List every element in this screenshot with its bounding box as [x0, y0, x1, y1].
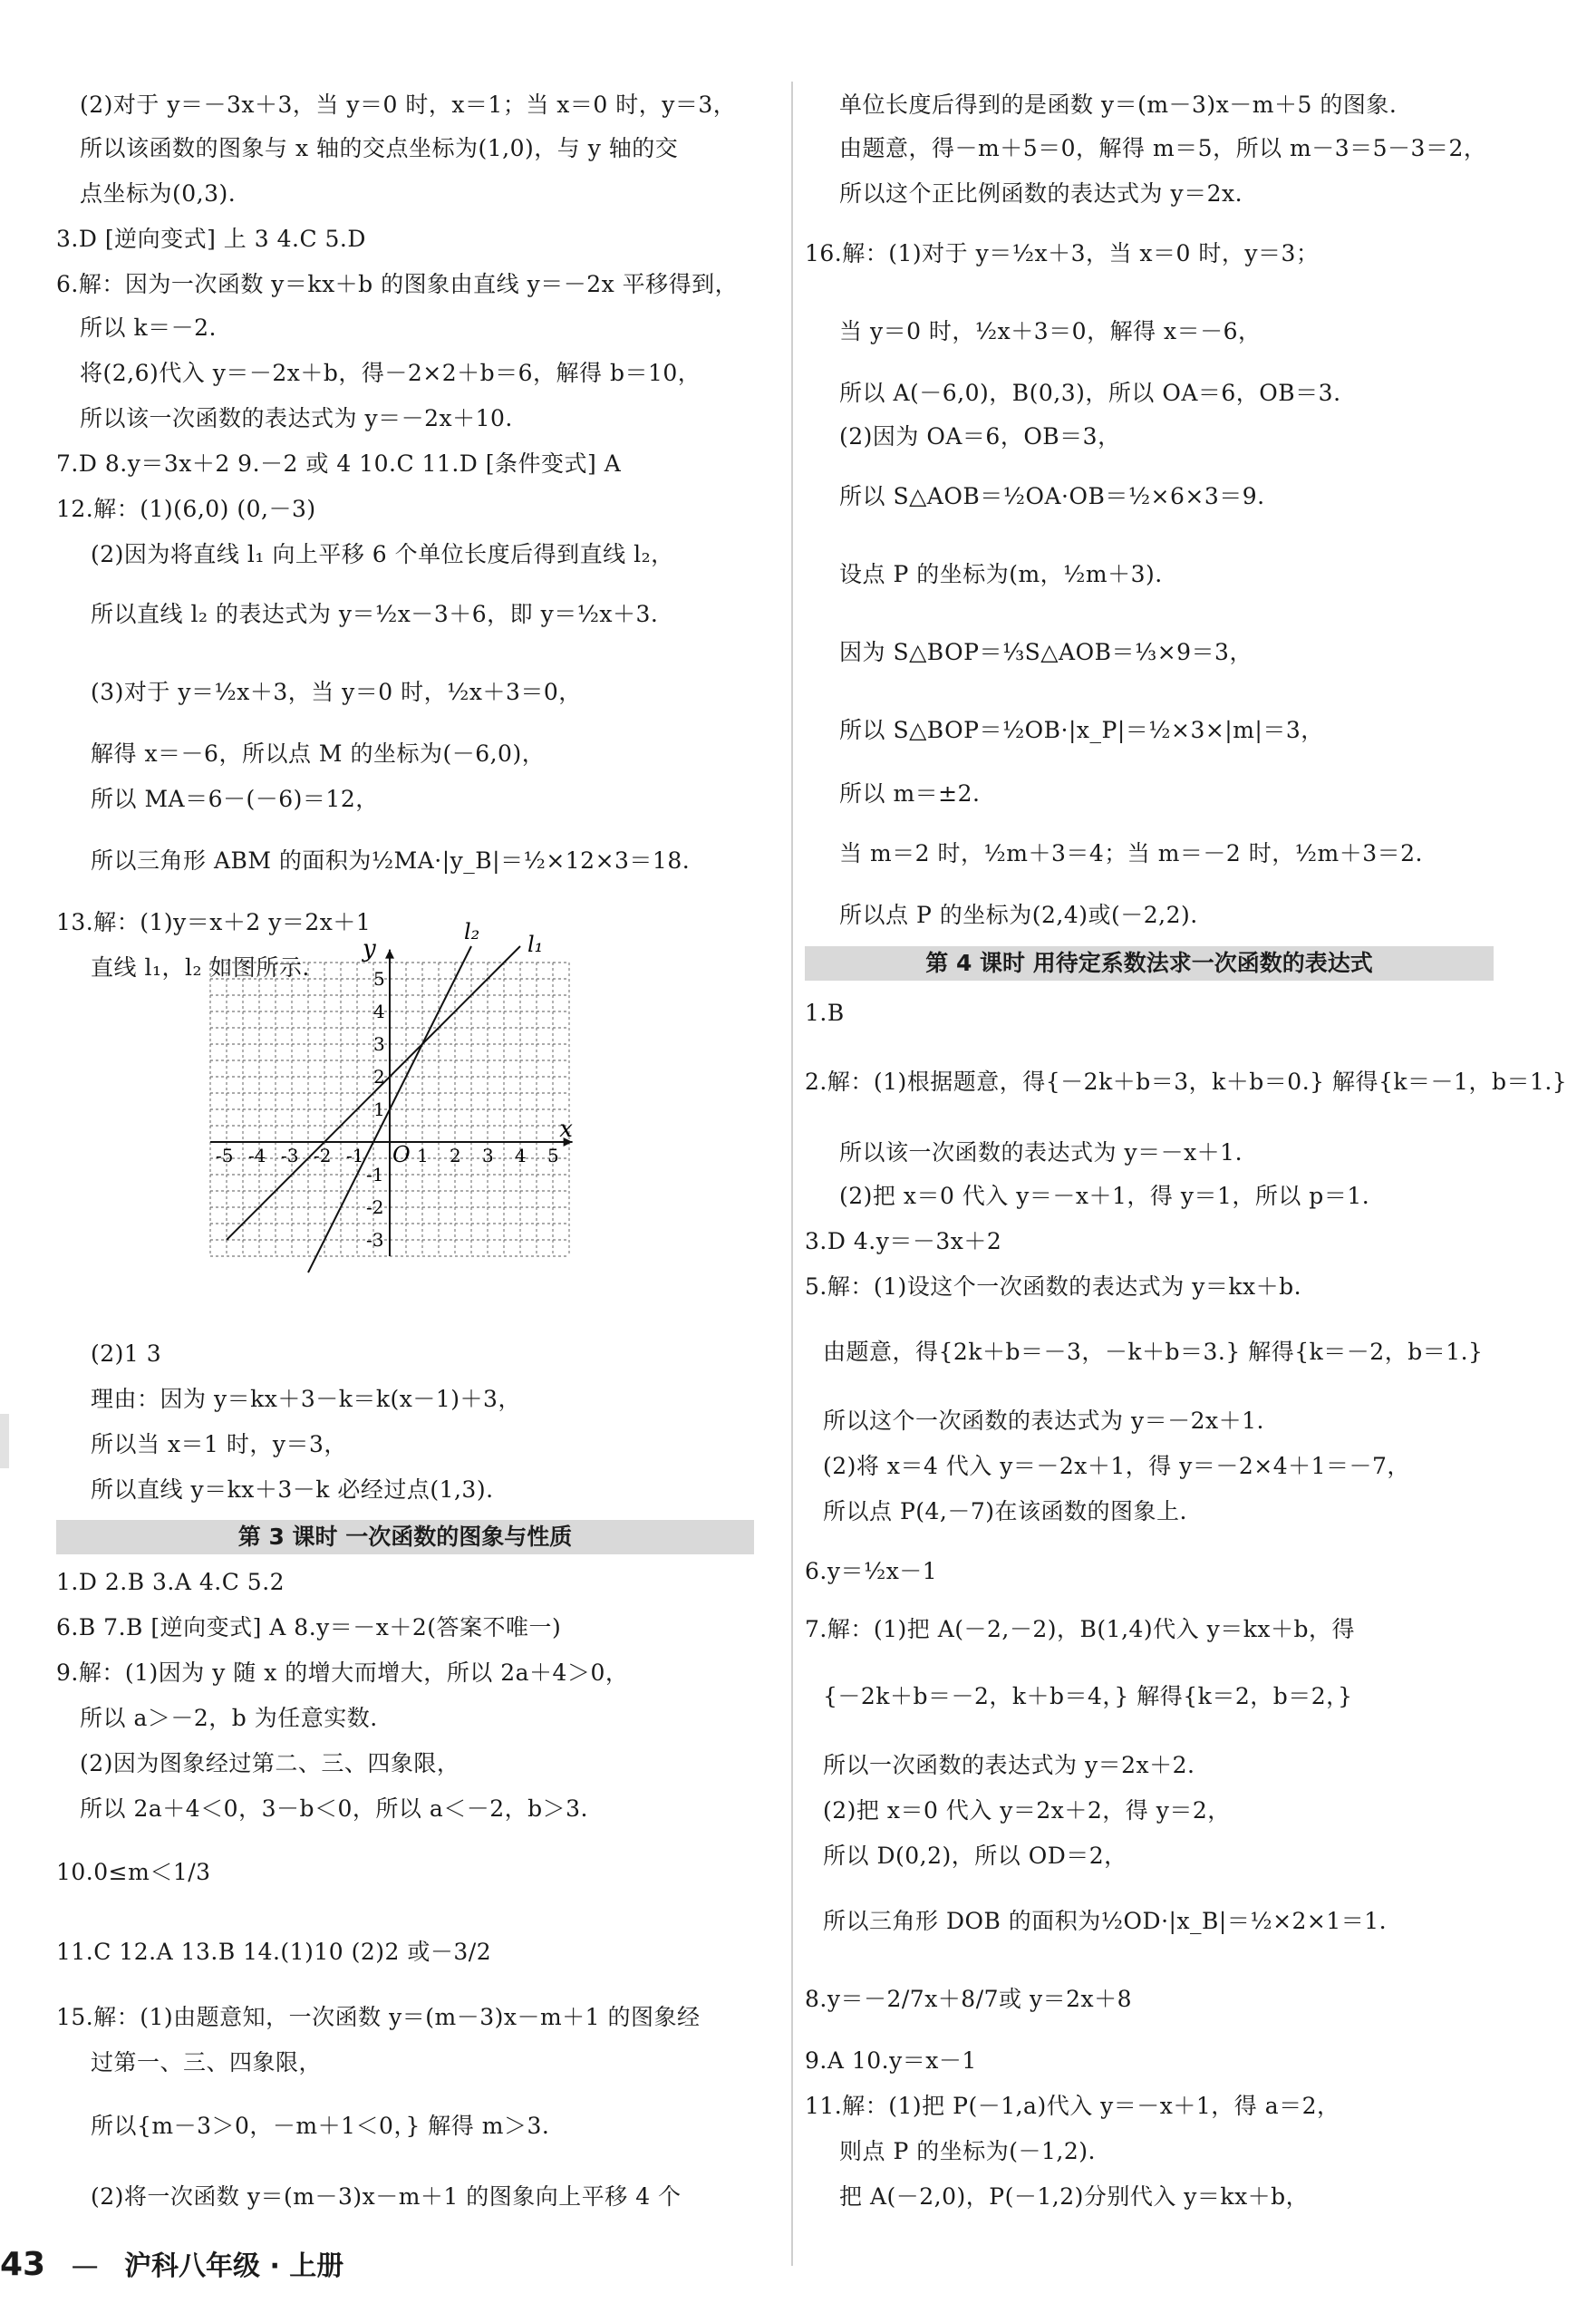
text-line: (2)将一次函数 y＝(m－3)x－m＋1 的图象向上平移 4 个	[91, 2183, 682, 2210]
text-line: 10.0≤m＜1/3	[56, 1859, 211, 1885]
text-line: (2)将 x＝4 代入 y＝－2x＋1，得 y＝－2×4＋1＝－7，	[823, 1453, 1410, 1479]
x-tick-label: -4	[248, 1145, 266, 1166]
text-line: 直线 l₁，l₂ 如图所示.	[91, 954, 310, 981]
text-line: 由题意，得－m＋5＝0，解得 m＝5，所以 m－3＝5－3＝2，	[839, 135, 1487, 161]
text-line: 所以这个正比例函数的表达式为 y＝2x.	[839, 180, 1243, 207]
text-line: (2)因为将直线 l₁ 向上平移 6 个单位长度后得到直线 l₂，	[91, 541, 674, 567]
text-line: (2)因为图象经过第二、三、四象限，	[80, 1750, 460, 1776]
text-line: 1.D 2.B 3.A 4.C 5.2	[56, 1569, 285, 1595]
text-line: 6.y＝½x－1	[805, 1558, 938, 1584]
y-tick-label: 2	[373, 1066, 385, 1088]
x-tick-label: -5	[216, 1145, 234, 1166]
text-line: 当 y＝0 时，½x＋3＝0，解得 x＝－6，	[839, 318, 1262, 344]
text-line: 单位长度后得到的是函数 y＝(m－3)x－m＋5 的图象.	[839, 92, 1398, 118]
x-tick-label: 1	[417, 1145, 429, 1166]
text-line: (2)把 x＝0 代入 y＝2x＋2，得 y＝2，	[823, 1797, 1231, 1824]
y-axis-label: y	[363, 934, 376, 963]
text-line: (2)1 3	[91, 1340, 162, 1367]
text-line: 所以{m－3＞0，－m＋1＜0，} 解得 m＞3.	[91, 2113, 550, 2139]
text-line: 所以三角形 ABM 的面积为½MA·|y_B|＝½×12×3＝18.	[91, 847, 691, 874]
text-line: 所以 a＞－2，b 为任意实数.	[80, 1705, 378, 1731]
text-line: (3)对于 y＝½x＋3，当 y＝0 时，½x＋3＝0，	[91, 679, 582, 705]
text-line: (2)因为 OA＝6，OB＝3，	[839, 423, 1121, 450]
text-line: 解得 x＝－6，所以点 M 的坐标为(－6,0)，	[91, 740, 546, 767]
text-line: 12.解：(1)(6,0) (0,－3)	[56, 496, 316, 522]
text-line: 1.B	[805, 1000, 845, 1026]
text-line: 9.解：(1)因为 y 随 x 的增大而增大，所以 2a＋4＞0，	[56, 1660, 629, 1686]
y-tick-label: -3	[366, 1229, 384, 1251]
x-axis-label: x	[559, 1116, 573, 1143]
footer-book-title: 沪科八年级 · 上册	[124, 2250, 344, 2282]
text-line: 13.解：(1)y＝x＋2 y＝2x＋1	[56, 909, 372, 935]
y-tick-label: -2	[366, 1196, 384, 1218]
text-line: (2)把 x＝0 代入 y＝－x＋1，得 y＝1，所以 p＝1.	[839, 1183, 1370, 1209]
text-line: 所以该一次函数的表达式为 y＝－2x＋10.	[80, 405, 513, 431]
y-tick-label: 3	[373, 1033, 385, 1055]
text-line: 所以 2a＋4＜0，3－b＜0，所以 a＜－2，b＞3.	[80, 1795, 588, 1822]
text-line: 所以 MA＝6－(－6)＝12，	[91, 786, 379, 812]
x-tick-label: -2	[314, 1145, 332, 1166]
text-line: 8.y＝－2/7x＋8/7或 y＝2x＋8	[805, 1986, 1133, 2012]
text-line: 3.D [逆向变式] 上 3 4.C 5.D	[56, 226, 366, 252]
page-number: 43	[0, 2246, 46, 2283]
text-line: 所以点 P(4,－7)在该函数的图象上.	[823, 1498, 1187, 1524]
footer-dash: —	[71, 2250, 99, 2282]
text-line: 过第一、三、四象限，	[91, 2049, 323, 2076]
coordinate-graph	[216, 919, 616, 1314]
text-line: 所以 k＝－2.	[80, 314, 217, 341]
text-line: 7.D 8.y＝3x＋2 9.－2 或 4 10.C 11.D [条件变式] A	[56, 450, 622, 477]
text-line: 6.解：因为一次函数 y＝kx＋b 的图象由直线 y＝－2x 平移得到，	[56, 271, 739, 297]
text-line: 所以 A(－6,0)，B(0,3)，所以 OA＝6，OB＝3.	[839, 380, 1341, 406]
text-line: 所以该一次函数的表达式为 y＝－x＋1.	[839, 1139, 1243, 1166]
text-line: 15.解：(1)由题意知，一次函数 y＝(m－3)x－m＋1 的图象经	[56, 2004, 701, 2030]
text-line: 所以 S△BOP＝½OB·|x_P|＝½×3×|m|＝3，	[839, 717, 1324, 743]
text-line: 所以直线 y＝kx＋3－k 必经过点(1,3).	[91, 1476, 494, 1503]
text-line: 由题意，得{2k＋b＝－3，－k＋b＝3.} 解得{k＝－2，b＝1.}	[823, 1339, 1484, 1365]
x-tick-label: 2	[450, 1145, 461, 1166]
text-line: 所以点 P 的坐标为(2,4)或(－2,2).	[839, 902, 1198, 928]
text-line: 7.解：(1)把 A(－2,－2)，B(1,4)代入 y＝kx＋b，得	[805, 1616, 1355, 1642]
text-line: (2)对于 y＝－3x＋3，当 y＝0 时，x＝1；当 x＝0 时，y＝3，	[80, 92, 737, 118]
text-line: 所以一次函数的表达式为 y＝2x＋2.	[823, 1752, 1195, 1778]
line1-label: l₁	[527, 932, 544, 957]
y-tick-label: -1	[366, 1164, 384, 1185]
column-divider	[791, 82, 793, 2266]
text-line: 11.C 12.A 13.B 14.(1)10 (2)2 或－3/2	[56, 1939, 492, 1965]
text-line: 所以直线 l₂ 的表达式为 y＝½x－3＋6，即 y＝½x＋3.	[91, 601, 659, 627]
text-line: 点坐标为(0,3).	[80, 180, 237, 207]
text-line: 所以当 x＝1 时，y＝3，	[91, 1431, 347, 1457]
section-title-lesson3: 第 3 课时 一次函数的图象与性质	[56, 1520, 754, 1554]
x-tick-label: -3	[281, 1145, 299, 1166]
page-footer	[0, 2243, 343, 2283]
y-tick-label: 5	[373, 968, 385, 990]
text-line: 所以这个一次函数的表达式为 y＝－2x＋1.	[823, 1408, 1264, 1434]
text-line: 则点 P 的坐标为(－1,2).	[839, 2138, 1096, 2164]
y-axis-arrow	[385, 950, 394, 959]
text-line: 理由：因为 y＝kx＋3－k＝k(x－1)＋3，	[91, 1386, 521, 1412]
text-line: 所以三角形 DOB 的面积为½OD·|x_B|＝½×2×1＝1.	[823, 1908, 1388, 1934]
text-line: 因为 S△BOP＝⅓S△AOB＝⅓×9＝3，	[839, 639, 1253, 665]
x-tick-label: 5	[547, 1145, 559, 1166]
text-line: 16.解：(1)对于 y＝½x＋3，当 x＝0 时，y＝3；	[805, 240, 1320, 266]
text-line: 9.A 10.y＝x－1	[805, 2047, 977, 2074]
section-title-lesson4: 第 4 课时 用待定系数法求一次函数的表达式	[805, 946, 1494, 981]
text-line: 所以 m＝±2.	[839, 780, 981, 807]
text-line: 11.解：(1)把 P(－1,a)代入 y＝－x＋1，得 a＝2，	[805, 2093, 1340, 2119]
x-tick-label: 3	[482, 1145, 494, 1166]
y-tick-label: 1	[373, 1098, 385, 1120]
y-tick-label: 4	[373, 1001, 385, 1022]
x-tick-label: 4	[515, 1145, 527, 1166]
text-line: 所以 D(0,2)，所以 OD＝2，	[823, 1843, 1127, 1869]
text-line: 3.D 4.y＝－3x＋2	[805, 1228, 1002, 1254]
text-line: 将(2,6)代入 y＝－2x＋b，得－2×2＋b＝6，解得 b＝10，	[80, 360, 701, 386]
line2-label: l₂	[464, 919, 480, 944]
text-line: 所以该函数的图象与 x 轴的交点坐标为(1,0)，与 y 轴的交	[80, 135, 679, 161]
text-line: 6.B 7.B [逆向变式] A 8.y＝－x＋2(答案不唯一)	[56, 1614, 562, 1640]
text-line: 当 m＝2 时，½m＋3＝4；当 m＝－2 时，½m＋3＝2.	[839, 840, 1423, 866]
x-tick-label: -1	[346, 1145, 364, 1166]
text-line: 5.解：(1)设这个一次函数的表达式为 y＝kx＋b.	[805, 1273, 1302, 1300]
text-line: 2.解：(1)根据题意，得{－2k＋b＝3，k＋b＝0.} 解得{k＝－1，b＝1.}	[805, 1069, 1568, 1095]
text-line: 设点 P 的坐标为(m，½m＋3).	[839, 561, 1163, 587]
text-line: 所以 S△AOB＝½OA·OB＝½×6×3＝9.	[839, 483, 1265, 509]
page-edge-mark	[0, 1414, 9, 1468]
origin-label: O	[392, 1142, 411, 1167]
text-line: {－2k＋b＝－2，k＋b＝4，} 解得{k＝2，b＝2，}	[823, 1683, 1353, 1709]
text-line: 把 A(－2,0)，P(－1,2)分别代入 y＝kx＋b，	[839, 2183, 1310, 2210]
